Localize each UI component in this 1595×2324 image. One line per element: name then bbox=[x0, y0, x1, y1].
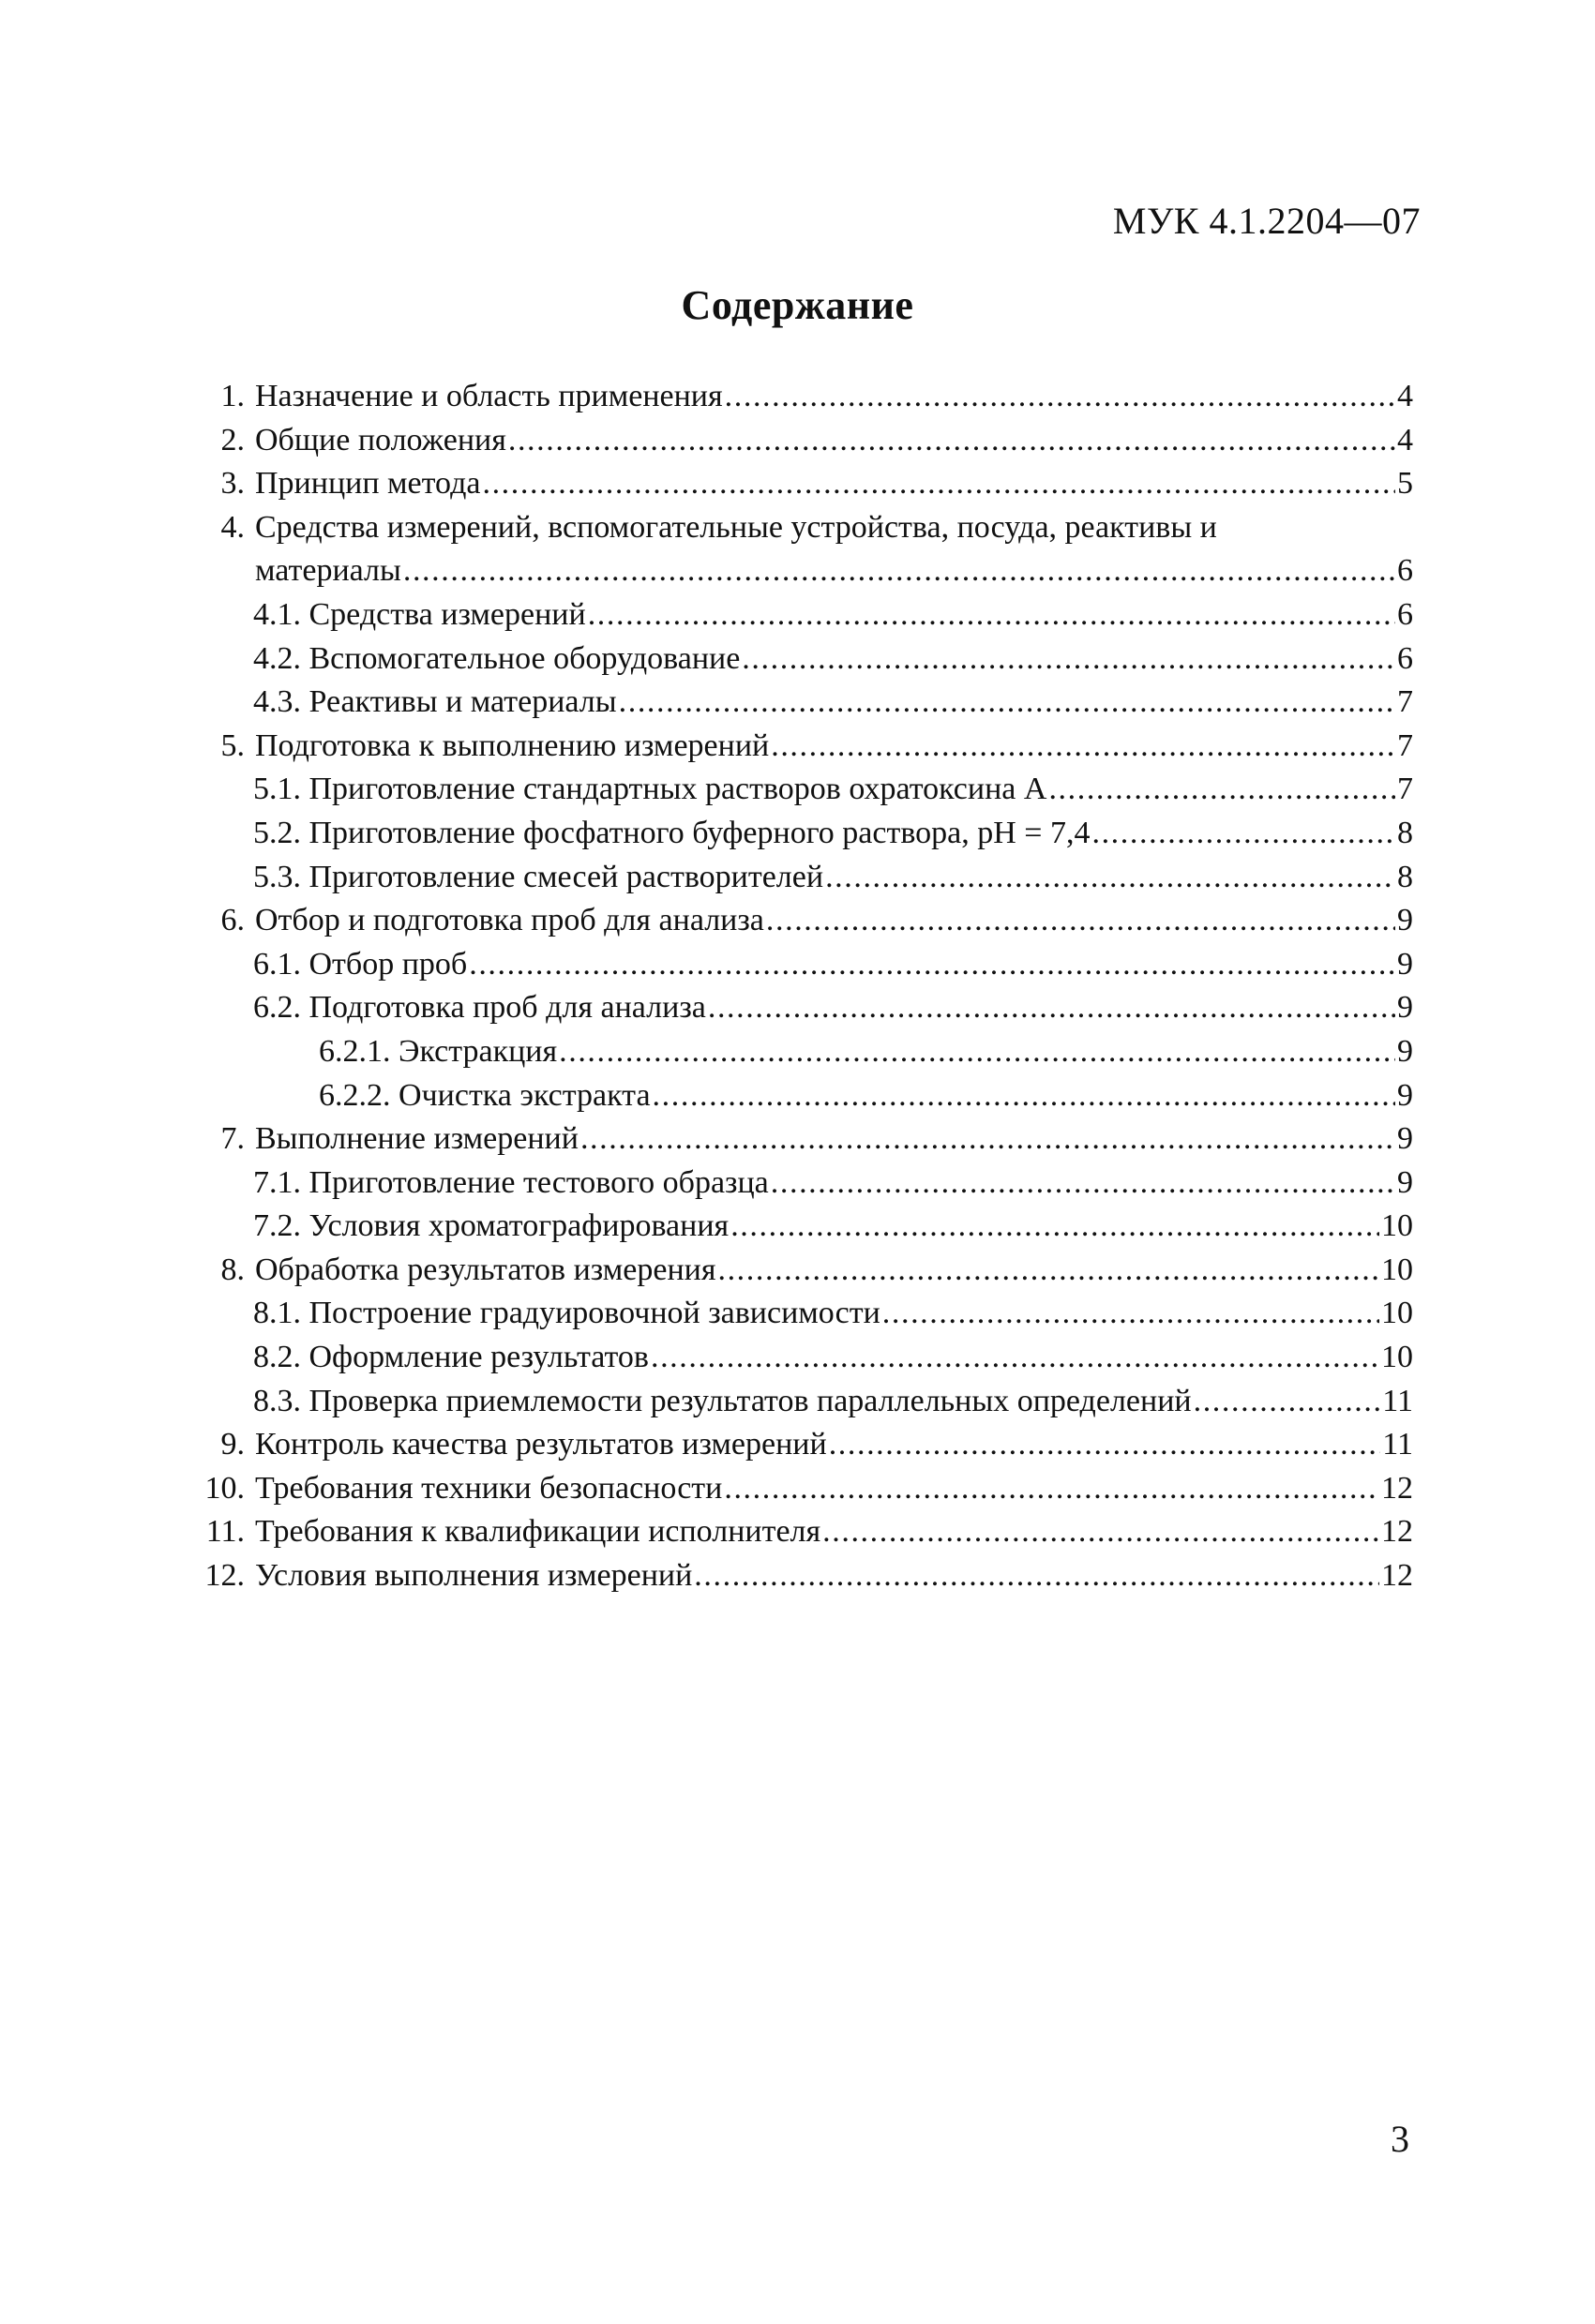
toc-entry-label-first-line: Средства измерений, вспомогательные устройства, посуда, реактивы и bbox=[255, 509, 1217, 545]
toc-entry-page: 10 bbox=[1381, 1296, 1413, 1331]
toc-entry-label: 6.2.1. Экстракция bbox=[319, 1033, 558, 1069]
toc-entry-label: Требования к квалификации исполнителя bbox=[255, 1514, 821, 1550]
toc-entry-number: 11. bbox=[205, 1514, 245, 1550]
toc-entry-line bbox=[253, 1380, 1413, 1424]
toc-leader-dots bbox=[742, 637, 1395, 682]
toc-entry[interactable] bbox=[183, 1510, 1413, 1554]
toc-entry-label: Назначение и область применения bbox=[255, 379, 723, 413]
toc-entry-line bbox=[255, 1249, 1413, 1293]
toc-entry[interactable] bbox=[183, 1423, 1413, 1467]
toc-entry-label: Общие положения bbox=[255, 422, 506, 457]
toc-entry-label: 7.2. Условия хроматографирования bbox=[253, 1208, 730, 1244]
toc-entry-number: 2. bbox=[220, 422, 245, 457]
toc-entry-label: Условия выполнения измерений bbox=[255, 1558, 693, 1594]
toc-leader-dots bbox=[580, 1117, 1395, 1162]
toc-entry[interactable] bbox=[183, 637, 1413, 682]
toc-entry-line bbox=[255, 549, 1413, 593]
toc-leader-dots bbox=[708, 986, 1395, 1030]
toc-entry-line bbox=[253, 1336, 1413, 1380]
toc-entry-page: 12 bbox=[1381, 1514, 1413, 1550]
toc-leader-dots bbox=[882, 1292, 1379, 1336]
toc-entry[interactable] bbox=[183, 943, 1413, 987]
toc-entry-page: 7 bbox=[1397, 684, 1413, 720]
toc-entry[interactable] bbox=[183, 856, 1413, 900]
toc-entry-number: 7. bbox=[220, 1121, 245, 1157]
toc-leader-dots bbox=[482, 462, 1395, 506]
toc-leader-dots bbox=[771, 725, 1395, 769]
toc-title: Содержание bbox=[681, 282, 914, 328]
toc-entry-page: 9 bbox=[1397, 946, 1413, 982]
toc-entry-line bbox=[255, 725, 1413, 769]
toc-entry-line bbox=[255, 1423, 1413, 1467]
toc-entry-page: 11 bbox=[1382, 1427, 1413, 1462]
toc-leader-dots bbox=[1048, 768, 1395, 812]
toc-entry-line bbox=[255, 899, 1413, 943]
toc-leader-dots bbox=[619, 681, 1395, 725]
toc-entry-page: 4 bbox=[1397, 422, 1413, 457]
toc-entry[interactable] bbox=[183, 375, 1413, 419]
toc-entry-number: 1. bbox=[220, 379, 245, 413]
toc-entry-line bbox=[319, 1074, 1413, 1118]
toc-leader-dots bbox=[771, 1162, 1395, 1206]
toc-entry-label: Контроль качества результатов измерений bbox=[255, 1427, 827, 1462]
toc-entry-line bbox=[255, 1467, 1413, 1511]
toc-entry-line bbox=[253, 812, 1413, 856]
toc-entry[interactable] bbox=[183, 986, 1413, 1030]
toc-leader-dots bbox=[825, 856, 1395, 900]
toc-entry-number: 3. bbox=[220, 466, 245, 502]
toc-entry-line bbox=[255, 419, 1413, 463]
toc-entry-page: 7 bbox=[1397, 727, 1413, 763]
toc-entry[interactable] bbox=[183, 1292, 1413, 1336]
toc-leader-dots bbox=[403, 549, 1395, 593]
toc-entry[interactable] bbox=[183, 899, 1413, 943]
toc-entry-page: 12 bbox=[1381, 1470, 1413, 1506]
toc-entry-page: 9 bbox=[1397, 1033, 1413, 1069]
toc-entry-label: 5.2. Приготовление фосфатного буферного раствора, pH = 7,4 bbox=[253, 815, 1091, 850]
toc-entry-number: 9. bbox=[220, 1427, 245, 1462]
toc-leader-dots bbox=[653, 1074, 1395, 1118]
toc-leader-dots bbox=[651, 1336, 1379, 1380]
toc-entry-label: 8.1. Построение градуировочной зависимости bbox=[253, 1296, 880, 1331]
toc-entry-label: Отбор и подготовка проб для анализа bbox=[255, 903, 764, 938]
document-code: МУК 4.1.2204—07 bbox=[1112, 200, 1421, 242]
toc-entry-label: 7.1. Приготовление тестового образца bbox=[253, 1164, 769, 1200]
toc-entry-line bbox=[255, 1117, 1413, 1162]
toc-leader-dots bbox=[822, 1510, 1379, 1554]
toc-entry[interactable] bbox=[183, 812, 1413, 856]
toc-entry-line bbox=[253, 856, 1413, 900]
toc-entry-line bbox=[253, 1292, 1413, 1336]
toc-entry[interactable] bbox=[183, 1380, 1413, 1424]
toc-entry[interactable] bbox=[183, 1162, 1413, 1206]
toc-entry[interactable] bbox=[183, 725, 1413, 769]
toc-entry-label: 5.1. Приготовление стандартных растворов охратоксина А bbox=[253, 772, 1047, 807]
toc-entry-line bbox=[253, 943, 1413, 987]
toc-entry[interactable] bbox=[183, 1205, 1413, 1249]
toc-entry-number: 4. bbox=[220, 509, 245, 545]
toc-entry-number: 10. bbox=[204, 1470, 245, 1506]
toc-entry-number: 6. bbox=[220, 903, 245, 938]
toc-entry-line bbox=[255, 375, 1413, 419]
toc-leader-dots bbox=[724, 1467, 1379, 1511]
toc-entry[interactable] bbox=[183, 506, 1413, 593]
toc-entry-line bbox=[253, 1162, 1413, 1206]
toc-leader-dots bbox=[508, 419, 1395, 463]
toc-entry-page: 6 bbox=[1397, 553, 1413, 589]
toc-leader-dots bbox=[469, 943, 1395, 987]
toc-leader-dots bbox=[730, 1205, 1379, 1249]
toc-entry-label: 4.3. Реактивы и материалы bbox=[253, 684, 617, 720]
toc-entry[interactable] bbox=[183, 1074, 1413, 1118]
toc-entry[interactable] bbox=[183, 1336, 1413, 1380]
toc-entry-line bbox=[253, 637, 1413, 682]
toc-entry-page: 8 bbox=[1397, 815, 1413, 850]
toc-entry-line bbox=[319, 1030, 1413, 1074]
toc-entry-page: 5 bbox=[1397, 466, 1413, 502]
toc-entry-number: 5. bbox=[220, 727, 245, 763]
toc-entry[interactable] bbox=[183, 419, 1413, 463]
toc-entry[interactable] bbox=[183, 1117, 1413, 1162]
toc-entry-label: 8.2. Оформление результатов bbox=[253, 1340, 649, 1375]
toc-entry-page: 6 bbox=[1397, 640, 1413, 676]
toc-entry-page: 6 bbox=[1397, 596, 1413, 632]
toc-entry-line bbox=[255, 462, 1413, 506]
toc-entry-line bbox=[255, 1510, 1413, 1554]
toc-entry-line bbox=[253, 593, 1413, 637]
toc-leader-dots bbox=[725, 375, 1395, 419]
toc-entry-page: 12 bbox=[1381, 1558, 1413, 1594]
toc-entry-page: 10 bbox=[1381, 1340, 1413, 1375]
toc-leader-dots bbox=[588, 593, 1395, 637]
toc-entry-label: 4.1. Средства измерений bbox=[253, 596, 586, 632]
toc-entry-page: 10 bbox=[1381, 1208, 1413, 1244]
table-of-contents bbox=[183, 375, 1413, 1598]
toc-entry-label: материалы bbox=[255, 553, 401, 589]
toc-entry-page: 10 bbox=[1381, 1252, 1413, 1287]
toc-leader-dots bbox=[717, 1249, 1379, 1293]
toc-entry-page: 7 bbox=[1397, 772, 1413, 807]
toc-leader-dots bbox=[1194, 1380, 1381, 1424]
toc-entry-line bbox=[253, 681, 1413, 725]
page-number: 3 bbox=[1391, 2118, 1409, 2160]
toc-entry-line bbox=[253, 986, 1413, 1030]
toc-entry-label: Выполнение измерений bbox=[255, 1121, 579, 1157]
toc-entry[interactable] bbox=[183, 1030, 1413, 1074]
toc-entry[interactable] bbox=[183, 1467, 1413, 1511]
toc-entry-page: 9 bbox=[1397, 903, 1413, 938]
toc-leader-dots bbox=[829, 1423, 1381, 1467]
toc-entry-line bbox=[253, 1205, 1413, 1249]
toc-entry[interactable] bbox=[183, 1554, 1413, 1598]
toc-entry-label: Требования техники безопасности bbox=[255, 1470, 723, 1506]
toc-entry-page: 9 bbox=[1397, 1077, 1413, 1113]
toc-entry-page: 11 bbox=[1382, 1383, 1413, 1418]
toc-entry-label: 4.2. Вспомогательное оборудование bbox=[253, 640, 741, 676]
toc-entry-label: Подготовка к выполнению измерений bbox=[255, 727, 770, 763]
toc-entry-page: 4 bbox=[1397, 379, 1413, 413]
toc-entry-label: 6.2.2. Очистка экстракта bbox=[319, 1077, 651, 1113]
toc-leader-dots bbox=[559, 1030, 1395, 1074]
toc-entry-label: Принцип метода bbox=[255, 466, 481, 502]
toc-entry-number: 12. bbox=[204, 1558, 245, 1594]
toc-entry-line bbox=[255, 1554, 1413, 1598]
toc-entry[interactable] bbox=[183, 768, 1413, 812]
toc-entry-number: 8. bbox=[220, 1252, 245, 1287]
toc-entry-page: 9 bbox=[1397, 990, 1413, 1026]
toc-entry-page: 8 bbox=[1397, 859, 1413, 894]
toc-leader-dots bbox=[1091, 812, 1395, 856]
toc-entry-page: 9 bbox=[1397, 1164, 1413, 1200]
toc-leader-dots bbox=[766, 899, 1395, 943]
toc-entry[interactable] bbox=[183, 681, 1413, 725]
toc-entry-label: 6.1. Отбор проб bbox=[253, 946, 468, 982]
toc-entry[interactable] bbox=[183, 462, 1413, 506]
toc-entry-page: 9 bbox=[1397, 1121, 1413, 1157]
toc-entry[interactable] bbox=[183, 593, 1413, 637]
toc-entry-label: 6.2. Подготовка проб для анализа bbox=[253, 990, 706, 1026]
toc-entry-line bbox=[253, 768, 1413, 812]
toc-entry-label: 5.3. Приготовление смесей растворителей bbox=[253, 859, 824, 894]
toc-entry-label: Обработка результатов измерения bbox=[255, 1252, 716, 1287]
toc-leader-dots bbox=[694, 1554, 1379, 1598]
toc-entry-label: 8.3. Проверка приемлемости результатов параллельных определений bbox=[253, 1383, 1192, 1418]
toc-entry[interactable] bbox=[183, 1249, 1413, 1293]
